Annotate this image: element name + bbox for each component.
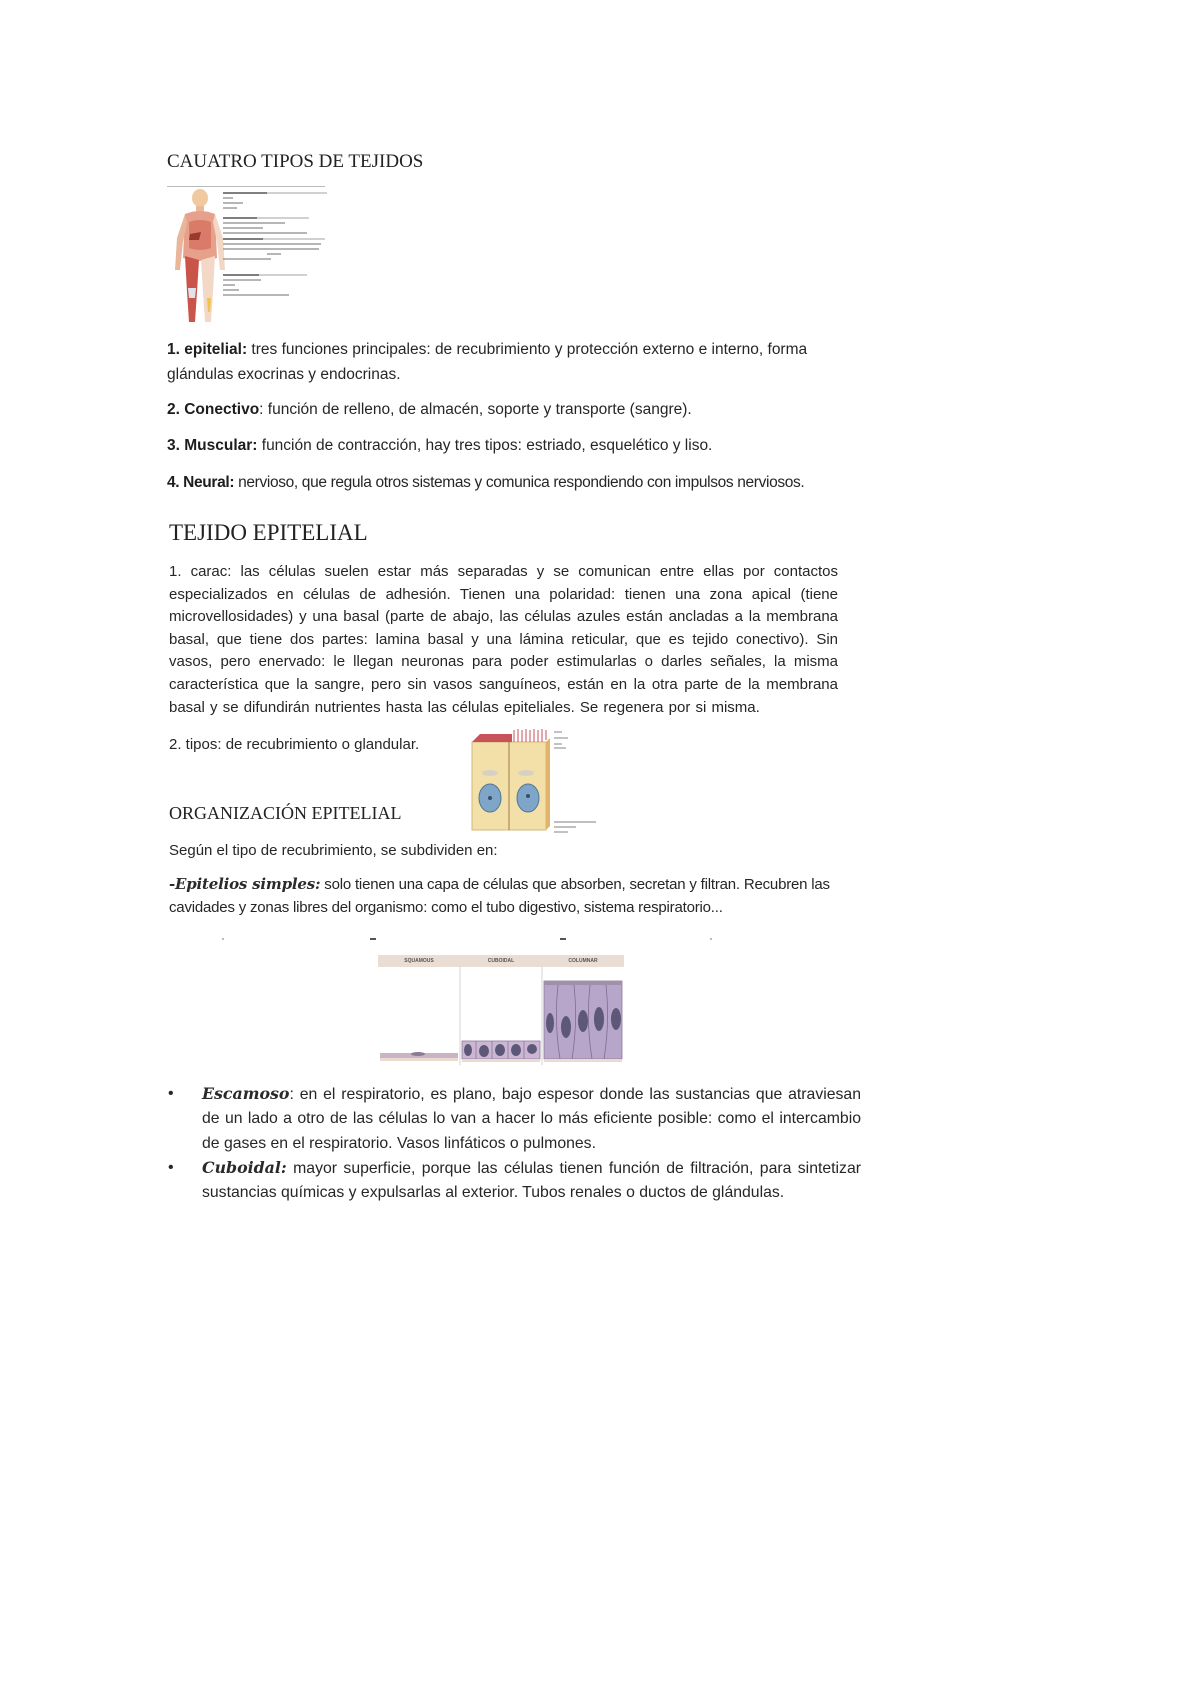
stray-mark xyxy=(710,938,712,940)
section-heading-tejido-epitelial: TEJIDO EPITELIAL xyxy=(169,520,368,545)
item-text: : función de relleno, de almacén, soporte y transporte (sangre). xyxy=(259,401,692,418)
paragraph-tipos: 2. tipos: de recubrimiento o glandular. xyxy=(169,736,420,753)
cuboidal-text: mayor superficie, porque las células tienen función de filtración, para sintetizar sustancias químicas y expulsarlas al exterior. Tubos renales o ductos de glándulas. xyxy=(202,1159,861,1202)
figure-label xyxy=(223,192,267,194)
stray-mark xyxy=(560,938,566,940)
figure-label xyxy=(223,217,257,219)
epithelium-types-list xyxy=(164,1082,861,1205)
figure-label xyxy=(223,258,271,260)
term-epitelios-simples: -Epitelios simples: xyxy=(169,875,321,893)
list-item-escamoso xyxy=(164,1082,861,1156)
stray-mark xyxy=(370,938,376,940)
tissue-item-epitelial xyxy=(167,338,867,387)
epithelial-cell-figure xyxy=(468,728,600,834)
item-label: 1. epitelial: xyxy=(167,341,248,358)
tissue-item-conectivo xyxy=(167,398,867,423)
list-item-cuboidal xyxy=(164,1156,861,1206)
figure-label xyxy=(223,232,307,234)
figure-label xyxy=(223,289,239,291)
figure-label xyxy=(223,202,243,204)
stray-mark xyxy=(222,938,224,940)
term-escamoso: Escamoso xyxy=(202,1084,290,1103)
figure-label xyxy=(267,253,281,255)
figure-label xyxy=(267,192,327,194)
figure-label xyxy=(223,238,263,240)
label-squamous: SQUAMOUS xyxy=(404,958,434,964)
paragraph-epitelios-simples xyxy=(169,873,849,919)
figure-label xyxy=(223,222,285,224)
section-heading-organizacion: ORGANIZACIÓN EPITELIAL xyxy=(169,803,402,823)
figure-label xyxy=(259,274,307,276)
figure-label xyxy=(223,284,235,286)
paragraph-intro: Según el tipo de recubrimiento, se subdividen en: xyxy=(169,842,498,859)
epithelium-cells-drawing xyxy=(378,967,624,1065)
epithelium-types-figure xyxy=(378,955,624,1065)
item-label: 3. Muscular: xyxy=(167,437,258,454)
item-text: tres funciones principales: de recubrimiento y protección externo e interno, forma glándulas exocrinas y endocrinas. xyxy=(167,341,808,383)
item-text: función de contracción, hay tres tipos: estriado, esquelético y liso. xyxy=(257,437,713,454)
item-text: nervioso, que regula otros sistemas y comunica respondiendo con impulsos nerviosos. xyxy=(234,474,805,491)
figure-label xyxy=(223,279,261,281)
tissue-item-muscular xyxy=(167,434,867,459)
paragraph-caracteristicas: 1. carac: las células suelen estar más separadas y se comunican entre ellas por contactos especializados en células de adhesión. Tienen una polaridad: tienen una zona apical (tiene microvellosidades) y una basal (parte de abajo, las células azules están ancladas a la membrana basal, que tiene dos partes: lamina basal y una lámina reticular, que es tejido conectivo). Sin vasos, pero enervado: le llegan neuronas para poder estimularlas o darles señales, la misma característica que la sangre, pero sin vasos sanguíneos, están en la otra parte de la membrana basal y se difundirán nutrientes hasta las células epiteliales. Se regenera por si misma. xyxy=(169,563,838,716)
figure-label xyxy=(263,238,325,240)
figure-label xyxy=(223,294,289,296)
figure-label xyxy=(223,207,237,209)
figure-label xyxy=(223,248,319,250)
figure-label xyxy=(223,227,263,229)
term-cuboidal: Cuboidal: xyxy=(202,1157,287,1177)
item-label: 2. Conectivo xyxy=(167,401,260,418)
figure-label xyxy=(223,274,259,276)
figure-label xyxy=(223,243,321,245)
section-heading-cuatro-tipos: CAUATRO TIPOS DE TEJIDOS xyxy=(167,151,424,172)
label-columnar: COLUMNAR xyxy=(568,958,598,964)
anatomy-figure xyxy=(167,184,327,326)
tissue-item-neural xyxy=(167,471,887,496)
bullet-icon: • xyxy=(168,1158,174,1176)
escamoso-text: : en el respiratorio, es plano, bajo espesor donde las sustancias que atraviesan de un lado a otro de las células lo van a hacer lo más eficiente posible: como el intercambio de gases en el respiratorio. Vasos linfáticos o pulmones. xyxy=(202,1086,861,1152)
figure-rule xyxy=(167,186,325,187)
label-cuboidal: CUBOIDAL xyxy=(487,958,515,964)
figure-label xyxy=(257,217,309,219)
bullet-icon: • xyxy=(168,1085,174,1102)
simples-text: solo tienen una capa de células que absorben, secretan y filtran. Recubren las cavidades y zonas libres del organismo: como el tubo digestivo, sistema respiratorio... xyxy=(169,876,830,916)
figure-label xyxy=(223,197,233,199)
item-label: 4. Neural: xyxy=(167,474,235,491)
